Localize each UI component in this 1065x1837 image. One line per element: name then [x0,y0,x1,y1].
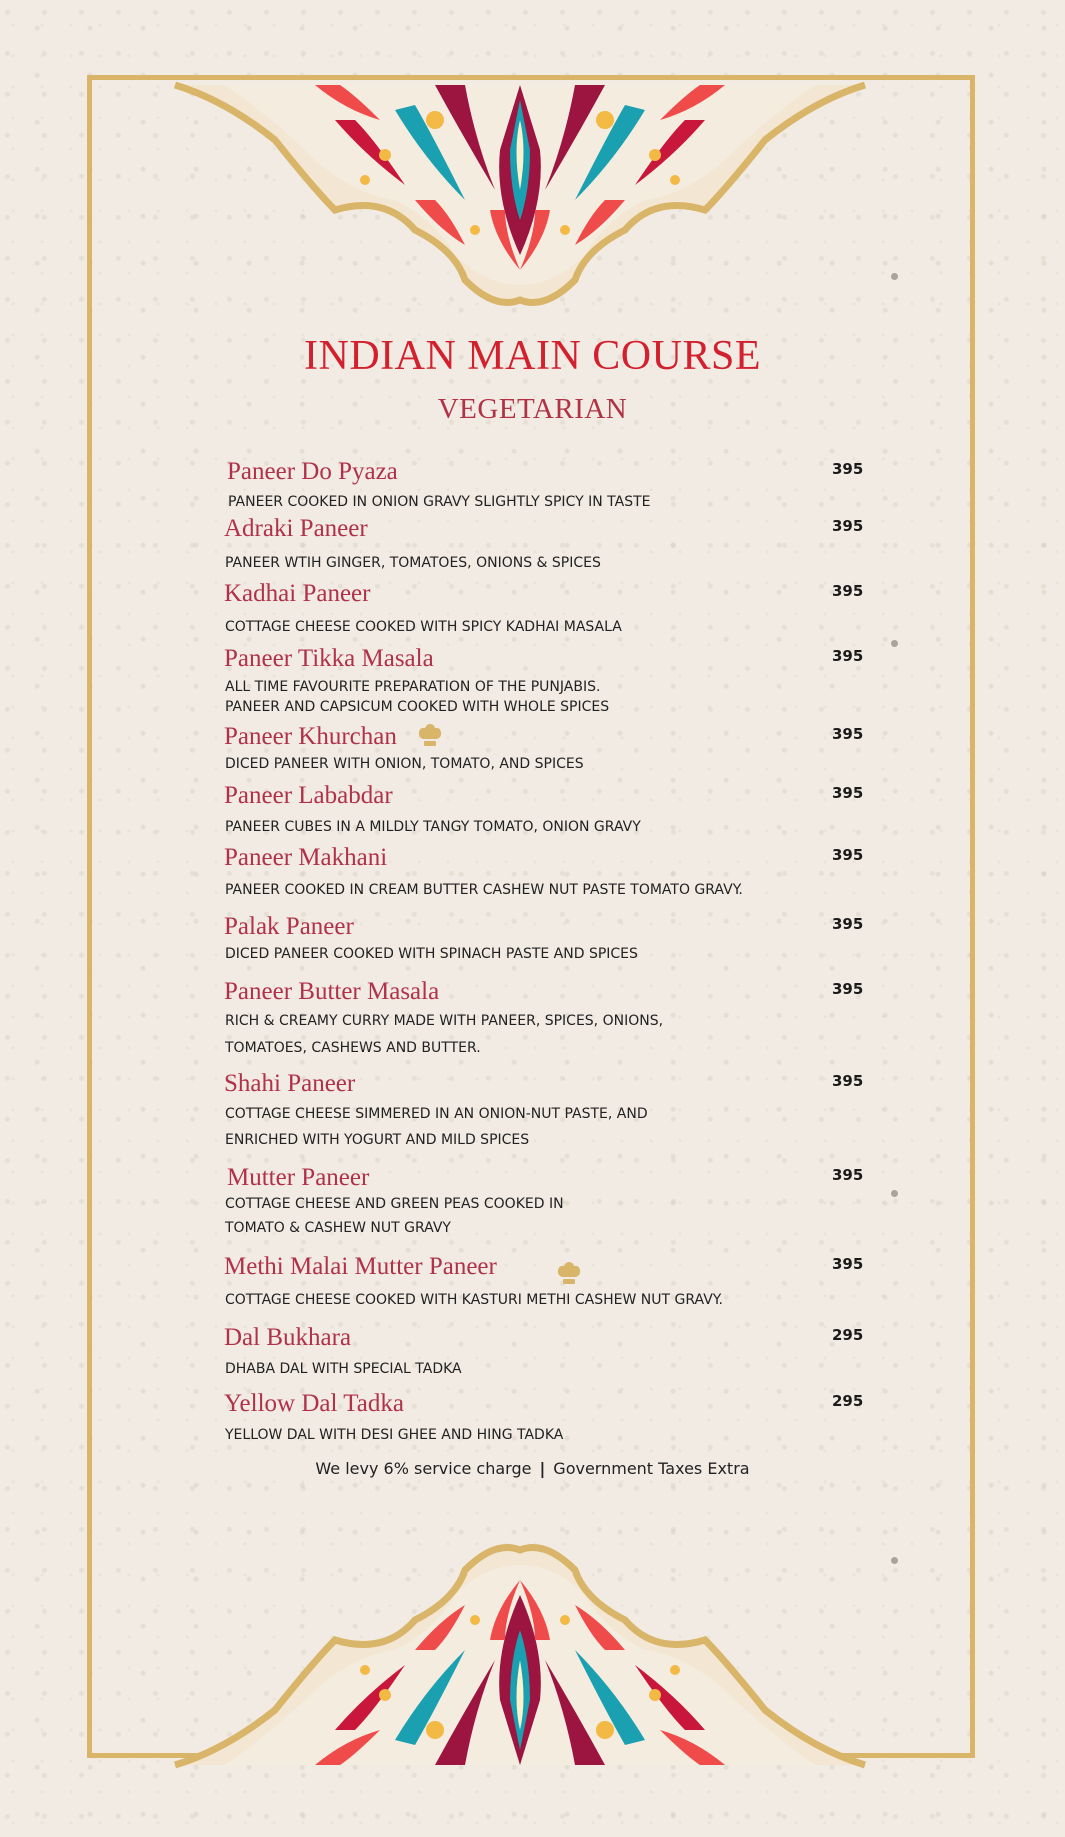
menu-item-price: 395 [832,784,864,802]
menu-item-price: 295 [832,1392,864,1410]
menu-item-name: Paneer Butter Masala [224,978,440,1005]
menu-item-price: 395 [832,1072,864,1090]
footer-separator: | [539,1459,546,1478]
menu-item-name: Palak Paneer [224,913,354,940]
menu-item-description: PANEER CUBES IN A MILDLY TANGY TOMATO, ONION GRAVY [225,819,641,835]
menu-item-name: Mutter Paneer [227,1164,370,1191]
menu-item-description-line2: TOMATO & CASHEW NUT GRAVY [225,1220,451,1236]
menu-item-name: Kadhai Paneer [224,580,371,607]
background-speck [891,640,898,647]
menu-item-description-line2: TOMATOES, CASHEWS AND BUTTER. [225,1040,481,1056]
menu-item-description: ALL TIME FAVOURITE PREPARATION OF THE PUNJABIS. [225,679,601,695]
chef-hat-icon [556,1261,582,1287]
background-speck [891,273,898,280]
menu-item-description: COTTAGE CHEESE AND GREEN PEAS COOKED IN [225,1196,564,1212]
menu-item-description: DHABA DAL WITH SPECIAL TADKA [225,1361,462,1377]
mandala-top-art [175,85,865,303]
menu-item-name: Adraki Paneer [224,515,368,542]
menu-item-description: RICH & CREAMY CURRY MADE WITH PANEER, SPICES, ONIONS, [225,1013,664,1029]
page-subtitle: VEGETARIAN [437,393,628,425]
menu-item-price: 395 [832,846,864,864]
menu-item-name: Methi Malai Mutter Paneer [224,1253,497,1280]
menu-item-price: 395 [832,517,864,535]
background-speck [891,1190,898,1197]
menu-item-name: Dal Bukhara [224,1324,352,1351]
menu-item-description-line2: ENRICHED WITH YOGURT AND MILD SPICES [225,1132,530,1148]
menu-item-description: COTTAGE CHEESE COOKED WITH SPICY KADHAI MASALA [225,619,622,635]
menu-item-price: 395 [832,582,864,600]
page-title: INDIAN MAIN COURSE [304,333,761,379]
menu-item-price: 295 [832,1326,864,1344]
service-charge-note [0,1459,1065,1478]
menu-item-price: 395 [832,980,864,998]
menu-item-name: Paneer Lababdar [224,782,393,809]
menu-item-description: COTTAGE CHEESE COOKED WITH KASTURI METHI CASHEW NUT GRAVY. [225,1292,723,1308]
taxes-text: Government Taxes Extra [553,1459,750,1478]
menu-item-name: Paneer Tikka Masala [224,645,434,672]
menu-item-description: COTTAGE CHEESE SIMMERED IN AN ONION-NUT PASTE, AND [225,1106,648,1122]
menu-item-description: PANEER COOKED IN CREAM BUTTER CASHEW NUT PASTE TOMATO GRAVY. [225,882,743,898]
menu-item-price: 395 [832,915,864,933]
background-speck [891,1557,898,1564]
chef-hat-icon [417,723,443,749]
menu-item-description: PANEER WTIH GINGER, TOMATOES, ONIONS & SPICES [225,555,601,571]
menu-item-description: YELLOW DAL WITH DESI GHEE AND HING TADKA [225,1427,564,1443]
menu-item-description-line2: PANEER AND CAPSICUM COOKED WITH WHOLE SPICES [225,699,610,715]
menu-item-name: Paneer Khurchan [224,723,397,750]
menu-item-description: PANEER COOKED IN ONION GRAVY SLIGHTLY SPICY IN TASTE [228,494,651,510]
mandala-ornament-bottom [165,1530,875,1770]
menu-item-description: DICED PANEER COOKED WITH SPINACH PASTE AND SPICES [225,946,638,962]
menu-item-price: 395 [832,1255,864,1273]
menu-item-price: 395 [832,725,864,743]
menu-item-price: 395 [832,647,864,665]
menu-item-name: Yellow Dal Tadka [224,1390,404,1417]
menu-item-price: 395 [832,1166,864,1184]
menu-item-name: Paneer Makhani [224,844,388,871]
service-charge-text: We levy 6% service charge [315,1459,532,1478]
menu-item-price: 395 [832,460,864,478]
menu-item-description: DICED PANEER WITH ONION, TOMATO, AND SPICES [225,756,584,772]
menu-item-name: Paneer Do Pyaza [227,458,398,485]
menu-item-name: Shahi Paneer [224,1070,356,1097]
mandala-ornament-top [165,80,875,320]
